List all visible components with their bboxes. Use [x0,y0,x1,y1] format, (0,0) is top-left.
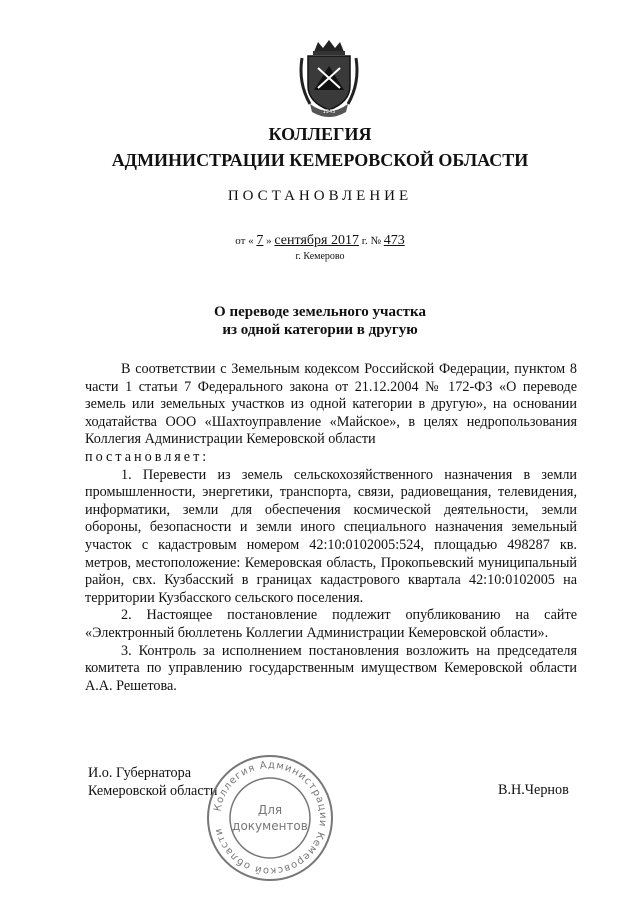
document-number: 473 [383,233,405,248]
org-name-line1: КОЛЛЕГИЯ [268,124,372,144]
org-name-line2: АДМИНИСТРАЦИИ КЕМЕРОВСКОЙ ОБЛАСТИ [111,150,529,170]
date-day: 7 [256,233,264,248]
item-1: 1. Перевести из земель сельскохозяйственного назначения в земли промышленности, энергетики, транспорта, связи, радиовещания, телевидения, информатики, земли для обеспечения космической деятельности, земли обороны, безопасности и земли иного специального назначения земельный участок с кадастровым номером 42:10:0102005:524, площадью 498287 кв. метров, местоположение: Кемеровская область, Прокопьевский муниципальный район, свх. Кузбасский в границах кадастрового квартала 42:10:0102005 на территории Кузбасского сельского поселения. [85,466,577,606]
number-label: № [370,235,381,247]
coat-of-arms-icon [296,38,362,118]
svg-text:Для: Для [257,803,283,817]
subject-line2: из одной категории в другую [222,322,418,338]
date-month-year: сентября 2017 [274,233,359,248]
svg-text:документов: документов [232,819,308,833]
date-prefix: от « [235,235,254,247]
item-3: 3. Контроль за исполнением постановления возложить на председателя комитета по управлению государственным имуществом Кемеровской области А.А. Решетова. [85,642,577,694]
date-line [0,233,640,249]
svg-text:Коллегия Администрации Кемеров: Коллегия Администрации Кемеровской области [212,759,329,877]
city: г. Кемерово [295,251,345,262]
position-line1: И.о. Губернатора [88,765,191,781]
svg-text:1943: 1943 [322,109,336,115]
resolves-word: постановляет: [85,448,210,465]
date-year-suffix: г. [361,235,368,247]
signatory-position [88,764,217,800]
document-body [85,361,577,695]
official-stamp-icon [204,752,336,884]
intro-paragraph: В соответствии с Земельным кодексом Российской Федерации, пунктом 8 части 1 статьи 7 Федерального закона от 21.12.2004 № 172-ФЗ «О переводе земель или земельных участков из одной категории в другую», на основании ходатайства ООО «Шахтоуправление «Майское», в целях недропользования Коллегия Администрации Кемеровской области [85,361,577,448]
signatory-name: В.Н.Чернов [498,782,569,798]
document-type: ПОСТАНОВЛЕНИЕ [227,188,413,204]
date-mid: » [266,235,272,247]
subject-line1: О переводе земельного участка [214,304,426,320]
item-2: 2. Настоящее постановление подлежит опубликованию на сайте «Электронный бюллетень Коллегии Администрации Кемеровской области». [85,607,577,641]
position-line2: Кемеровской области [88,783,218,799]
